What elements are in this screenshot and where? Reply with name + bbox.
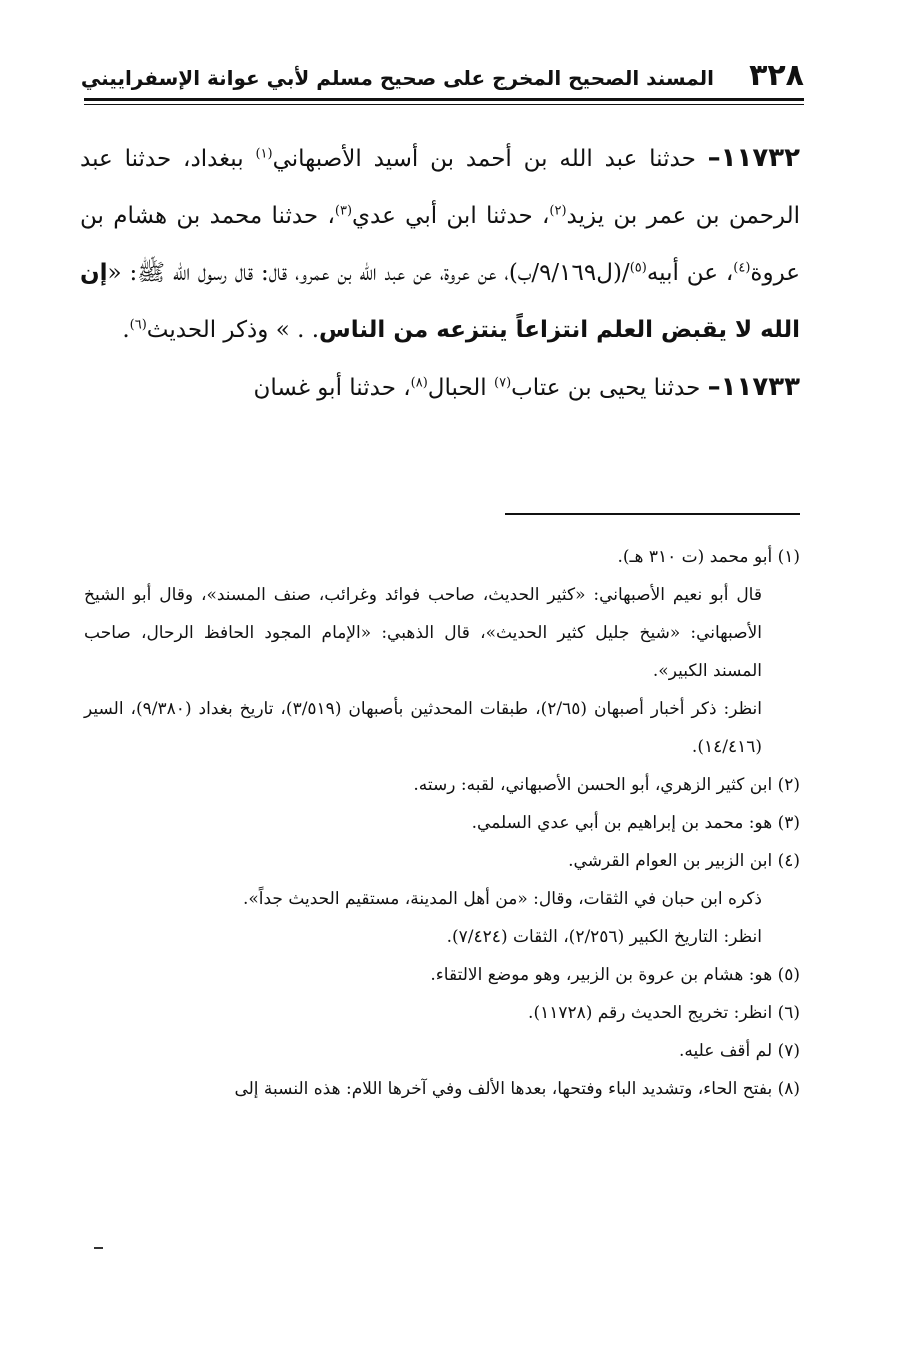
footnote-7: (٧) لم أقف عليه. <box>679 1041 800 1061</box>
main-text <box>80 130 800 417</box>
hadith-text: /(ل٩/١٦٩/ب)، عن عروة، عن عبد الله بن عمرو، قال: قال رسول الله ﷺ: « <box>107 260 630 286</box>
running-title: المسند الصحيح المخرج على صحيح مسلم لأبي عوانة الإسفراييني <box>80 66 714 90</box>
hadith-text: حدثنا عبد الله بن أحمد بن أسيد الأصبهاني <box>272 146 708 172</box>
footnote-ref: (٧) <box>494 375 512 391</box>
header-rule <box>84 98 804 101</box>
footnote-ref: (٣) <box>334 203 353 219</box>
hadith-number: ١١٧٣٢– <box>707 143 800 173</box>
header-rule-thin <box>84 104 804 105</box>
footnote-2: (٢) ابن كثير الزهري، أبو الحسن الأصبهاني، لقبه: رسته. <box>413 775 800 795</box>
continuation-dash <box>94 1247 103 1249</box>
hadith-text: . <box>122 317 130 343</box>
footnote-ref: (٢) <box>549 203 567 219</box>
hadith-text: ، حدثنا محمد بن هشام بن عروة <box>80 203 800 286</box>
hadith-text: ، حدثنا ابن أبي عدي <box>352 203 550 229</box>
hadith-text: الحبال <box>427 375 495 401</box>
footnote-6: (٦) انظر: تخريج الحديث رقم (١١٧٢٨). <box>528 1003 800 1023</box>
footnote-8: (٨) بفتح الحاء، وتشديد الباء وفتحها، بعدها الألف وفي آخرها اللام: هذه النسبة إلى <box>234 1079 800 1099</box>
footnote-ref: (١) <box>255 146 273 162</box>
footnotes <box>84 538 800 1108</box>
footnote-ref: (٤) <box>733 260 751 276</box>
footnote-ref: (٦) <box>129 317 147 333</box>
hadith-11732 <box>80 130 800 359</box>
hadith-text: ببغداد، حدثنا عبد الرحمن بن عمر بن يزيد <box>80 146 801 229</box>
page-number: ٣٢٨ <box>749 58 804 93</box>
hadith-text: ، عن أبيه <box>646 260 734 286</box>
footnote-1: (١) أبو محمد (ت ٣١٠ هـ). <box>617 547 800 567</box>
hadith-text: حدثنا يحيى بن عتاب <box>511 375 708 401</box>
footnote-1-quote: قال أبو نعيم الأصبهاني: «كثير الحديث، صاحب فوائد وغرائب، صنف المسند»، وقال أبو الشيخ الأصبهاني: «شيخ جليل كثير الحديث»، قال الذهبي: «الإمام المجود الحافظ الرحال، صاحب المسند الكبير». <box>84 585 762 681</box>
footnote-ref: (٥) <box>629 260 647 276</box>
footnote-ref: (٨) <box>410 375 428 391</box>
footnote-5: (٥) هو: هشام بن عروة بن الزبير، وهو موضع الالتقاء. <box>430 965 800 985</box>
page-header <box>80 58 804 98</box>
footnote-4-quote: ذكره ابن حبان في الثقات، وقال: «من أهل المدينة، مستقيم الحديث جداً». <box>242 889 762 909</box>
footnote-1-refs: انظر: ذكر أخبار أصبهان (٢/٦٥)، طبقات المحدثين بأصبهان (٣/٥١٩)، تاريخ بغداد (٩/٣٨٠)، السير (١٤/٤١٦). <box>84 699 762 757</box>
hadith-text: . . » وذكر الحديث <box>146 317 320 343</box>
hadith-matn: إن الله لا يقبض العلم انتزاعاً ينتزعه من الناس <box>80 260 800 343</box>
footnote-4-refs: انظر: التاريخ الكبير (٢/٢٥٦)، الثقات (٧/٤٢٤). <box>446 927 762 947</box>
hadith-11733 <box>80 359 800 417</box>
hadith-number: ١١٧٣٣– <box>707 372 800 402</box>
hadith-text: ، حدثنا أبو غسان <box>253 375 411 401</box>
footnote-4: (٤) ابن الزبير بن العوام القرشي. <box>568 851 800 871</box>
footnote-separator <box>505 513 800 515</box>
footnote-3: (٣) هو: محمد بن إبراهيم بن أبي عدي السلمي. <box>471 813 800 833</box>
